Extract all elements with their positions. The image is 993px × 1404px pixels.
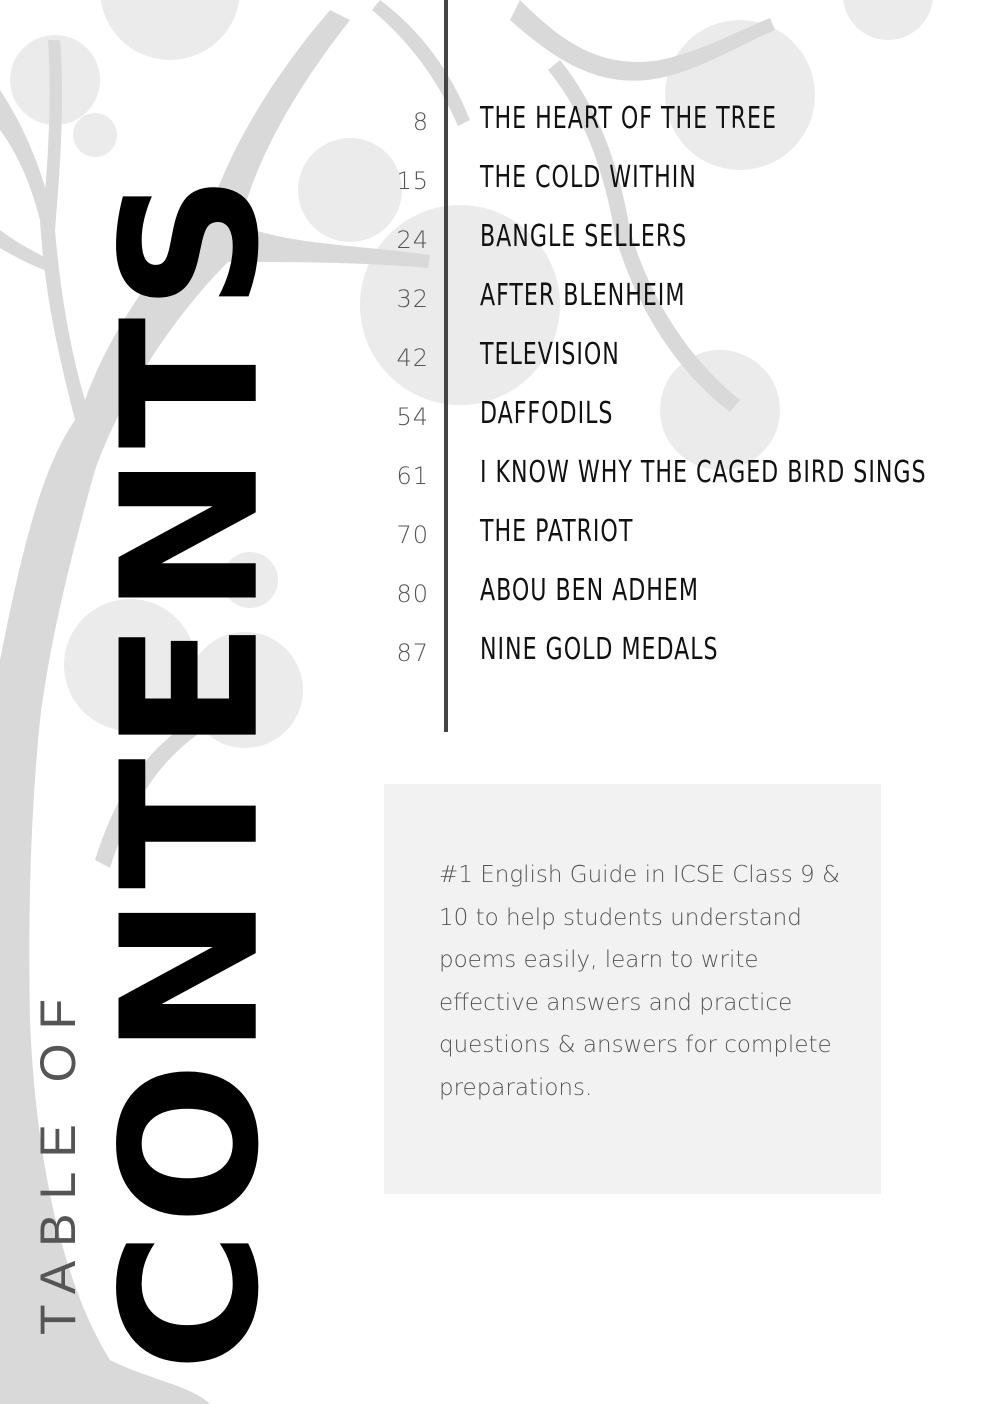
toc-page-number: 70 [396, 521, 429, 549]
toc-entry[interactable] [0, 92, 993, 151]
heading-contents-text: CONTENTS [82, 167, 301, 1372]
description-box [384, 784, 881, 1194]
toc-page-number: 15 [396, 167, 429, 195]
toc-entry[interactable] [0, 446, 993, 505]
toc-page-number: 42 [396, 344, 429, 372]
toc-entry[interactable] [0, 269, 993, 328]
toc-entry[interactable] [0, 328, 993, 387]
description-text: #1 English Guide in ICSE Class 9 & 10 to help students understand poems easily, learn to write effective answers and practice questions & answers for complete preparations. [439, 862, 840, 1101]
heading-table-of: TABLE OF [30, 984, 86, 1335]
toc-page-number: 54 [396, 403, 429, 431]
toc-entry-title: BANGLE SELLERS [480, 219, 688, 254]
toc-entry-title: I KNOW WHY THE CAGED BIRD SINGS [480, 455, 927, 490]
toc-entry-title: ABOU BEN ADHEM [480, 573, 699, 608]
toc-entry[interactable] [0, 623, 993, 682]
toc-entry-title: DAFFODILS [480, 396, 614, 431]
toc-page-number: 24 [396, 226, 429, 254]
toc-entry-title: THE PATRIOT [480, 514, 634, 549]
toc-entry[interactable] [0, 387, 993, 446]
toc-entry[interactable] [0, 505, 993, 564]
toc-entry[interactable] [0, 564, 993, 623]
toc-entry-title: THE COLD WITHIN [480, 160, 697, 195]
toc-page-number: 8 [412, 108, 429, 136]
toc-page-number: 80 [396, 580, 429, 608]
toc-page-number: 61 [396, 462, 429, 490]
toc-entry-title: NINE GOLD MEDALS [480, 632, 719, 667]
toc-page-number: 87 [396, 639, 429, 667]
toc-entry-title: AFTER BLENHEIM [480, 278, 686, 313]
toc-entry-title: TELEVISION [480, 337, 620, 372]
toc-entry[interactable] [0, 151, 993, 210]
toc-page-number: 32 [396, 285, 429, 313]
toc-entry-title: THE HEART OF THE TREE [480, 101, 777, 136]
toc-entry[interactable] [0, 210, 993, 269]
